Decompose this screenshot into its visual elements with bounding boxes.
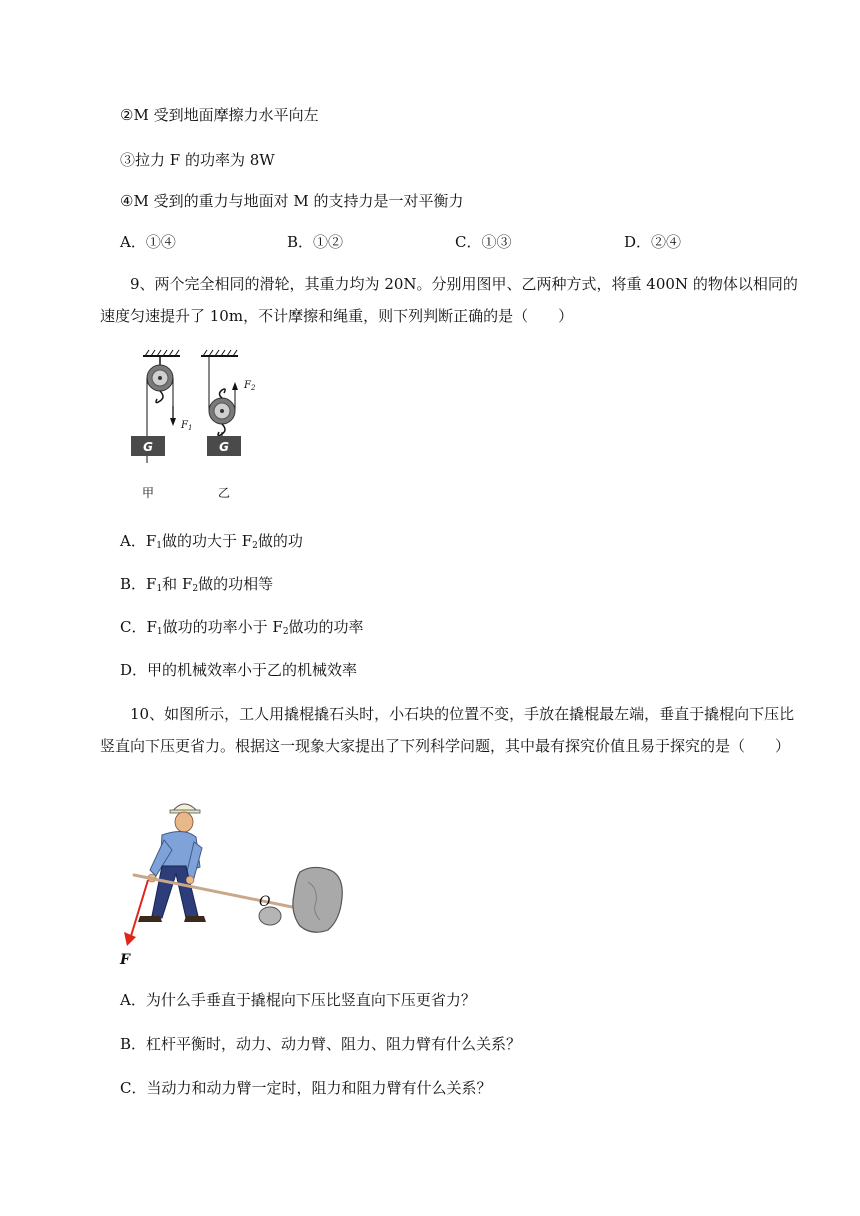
big-rock	[293, 867, 342, 932]
pivot-label: O	[259, 894, 271, 910]
force-arrow	[131, 880, 148, 936]
f2-label: $F_2$	[244, 380, 256, 392]
svg-text:G: G	[219, 440, 229, 454]
force-label: F	[120, 952, 130, 968]
f1-label: $F_1$	[181, 420, 193, 432]
q8-statement-3: ③拉力 F 的功率为 8W	[120, 151, 275, 169]
q8-statement-2: ②M 受到地面摩擦力水平向左	[120, 106, 319, 124]
pulley-figure	[118, 348, 278, 506]
q9-option-c: C．$F_1$做功的功率小于 $F_2$做功的功率	[120, 618, 364, 637]
q8-option-b: B．①②	[287, 233, 344, 251]
q9-stem: 9、两个完全相同的滑轮，其重力均为 20N。分别用图甲、乙两种方式，将重 400N 的物体以相同的速度匀速提升了 10m，不计摩擦和绳重，则下列判断正确的是（ ）	[100, 275, 798, 325]
svg-text:G: G	[143, 440, 153, 454]
q9-option-a: A．$F_1$做的功大于 $F_2$做的功	[120, 532, 303, 551]
q8-statement-4: ④M 受到的重力与地面对 M 的支持力是一对平衡力	[120, 192, 464, 210]
movable-pulley	[209, 356, 238, 436]
q9-option-d: D．甲的机械效率小于乙的机械效率	[120, 661, 358, 679]
worker-illustration	[138, 804, 206, 922]
q8-option-c: C．①③	[455, 233, 512, 251]
q10-option-a: A．为什么手垂直于撬棍向下压比竖直向下压更省力？	[120, 991, 476, 1009]
q10-stem: 10、如图所示，工人用撬棍撬石头时，小石块的位置不变，手放在撬棍最左端，垂直于撬棍向下压比竖直向下压更省力。根据这一现象大家提出了下列科学问题，其中最有探究价值且易于探究的是（ ）	[100, 705, 795, 755]
q8-option-a: A．①④	[120, 233, 176, 251]
label-yi: 乙	[217, 486, 231, 500]
label-jia: 甲	[141, 486, 155, 500]
q10-option-c: C．当动力和动力臂一定时，阻力和阻力臂有什么关系？	[120, 1079, 492, 1097]
q9-option-b: B．$F_1$和 $F_2$做的功相等	[120, 575, 274, 594]
q10-option-b: B．杠杆平衡时，动力、动力臂、阻力、阻力臂有什么关系？	[120, 1035, 522, 1053]
lever-figure	[112, 790, 362, 970]
q8-option-d: D．②④	[624, 233, 682, 251]
